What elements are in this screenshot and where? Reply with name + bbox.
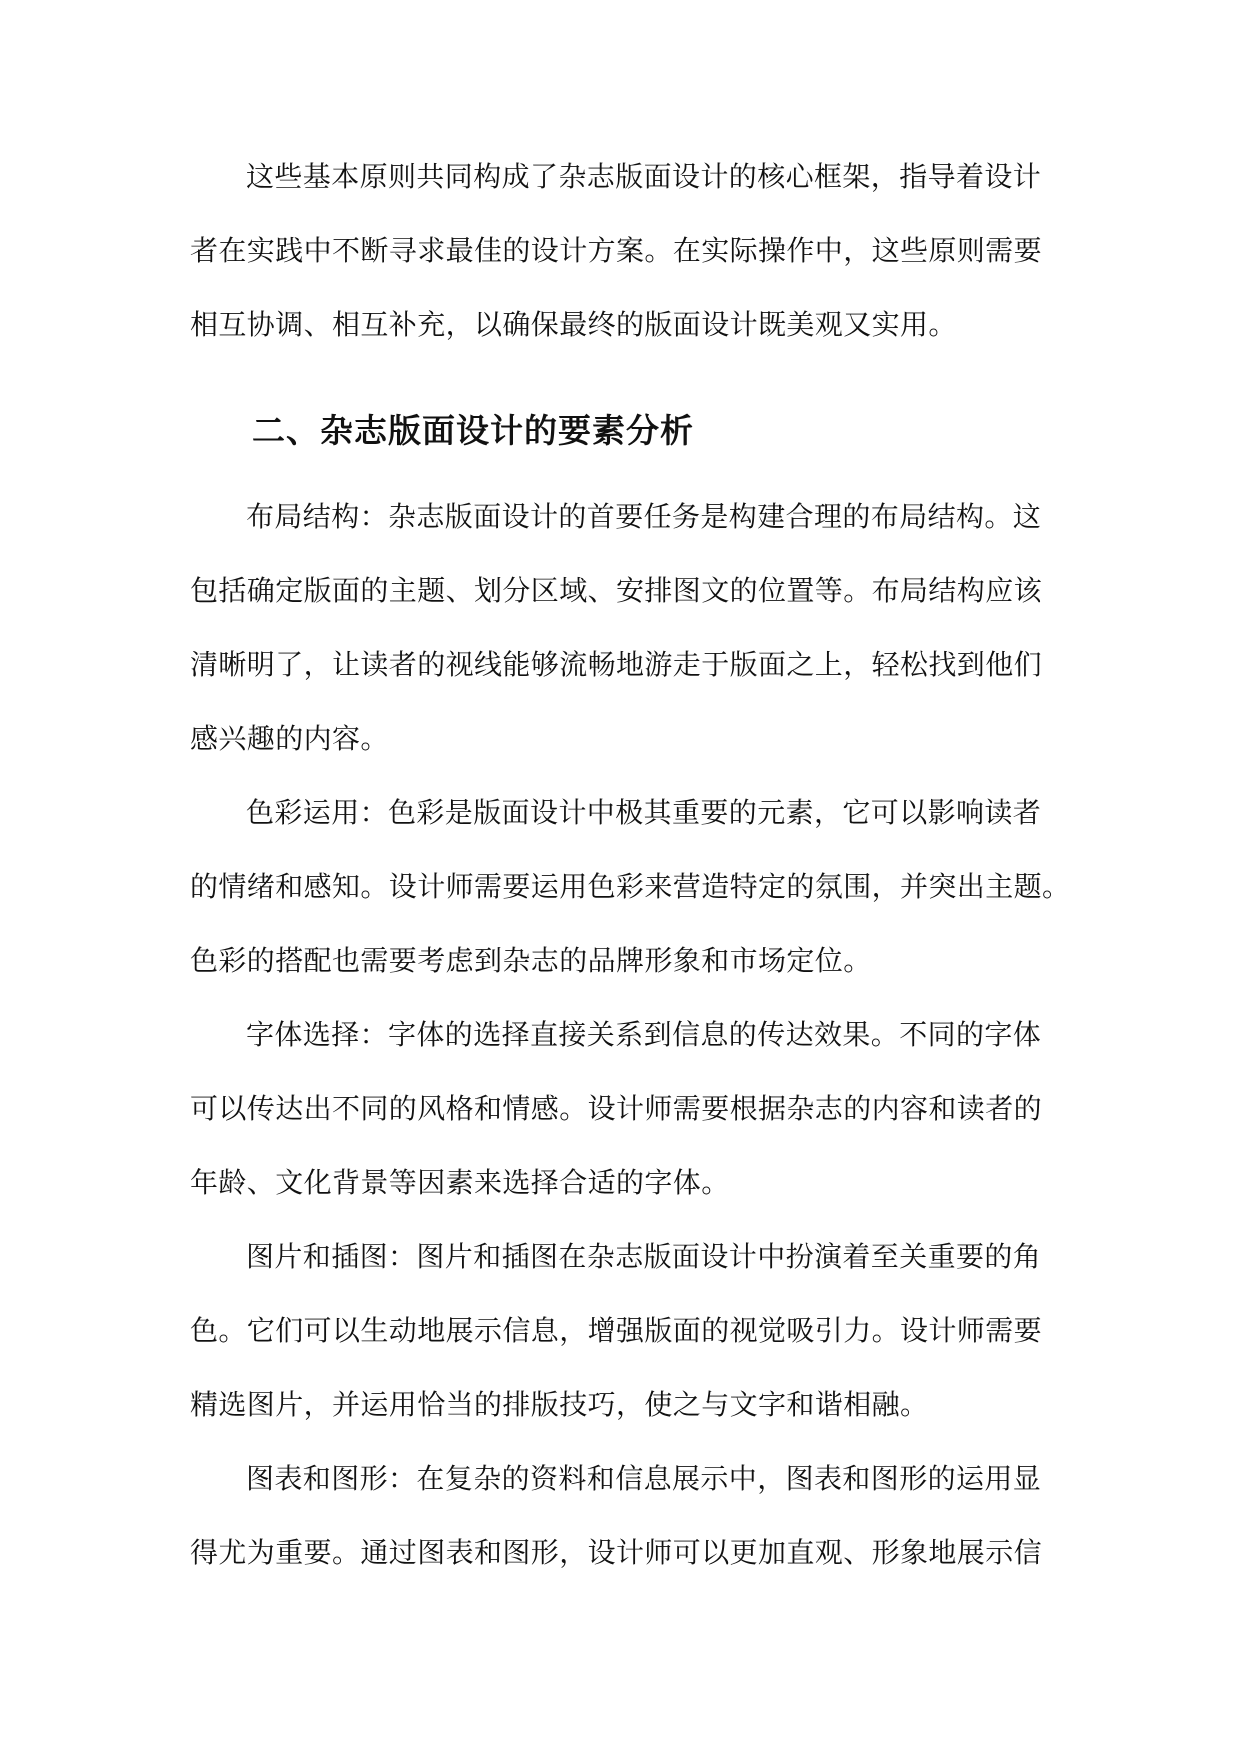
paragraph-charts-graphics <box>190 1442 1054 1590</box>
paragraph-line: 色彩的搭配也需要考虑到杂志的品牌形象和市场定位。 <box>190 944 872 977</box>
paragraph-line: 精选图片，并运用恰当的排版技巧，使之与文字和谐相融。 <box>190 1388 929 1421</box>
paragraph-font-selection <box>190 998 1054 1220</box>
section-heading: 二、杂志版面设计的要素分析 <box>252 411 694 450</box>
paragraph-line: 相互协调、相互补充，以确保最终的版面设计既美观又实用。 <box>190 308 957 341</box>
paragraph-line: 色。它们可以生动地展示信息，增强版面的视觉吸引力。设计师需要 <box>190 1314 1043 1347</box>
paragraph-line: 年龄、文化背景等因素来选择合适的字体。 <box>190 1166 730 1199</box>
paragraph-line: 的情绪和感知。设计师需要运用色彩来营造特定的氛围，并突出主题。 <box>190 870 1071 903</box>
paragraph-line: 可以传达出不同的风格和情感。设计师需要根据杂志的内容和读者的 <box>190 1092 1043 1125</box>
paragraph-line: 色彩运用：色彩是版面设计中极其重要的元素，它可以影响读者 <box>246 796 1042 829</box>
paragraph-line: 者在实践中不断寻求最佳的设计方案。在实际操作中，这些原则需要 <box>190 234 1043 267</box>
paragraph-line: 包括确定版面的主题、划分区域、安排图文的位置等。布局结构应该 <box>190 574 1043 607</box>
paragraph-line: 感兴趣的内容。 <box>190 722 389 755</box>
paragraph-line: 清晰明了，让读者的视线能够流畅地游走于版面之上，轻松找到他们 <box>190 648 1043 681</box>
paragraph-line: 得尤为重要。通过图表和图形，设计师可以更加直观、形象地展示信 <box>190 1536 1043 1569</box>
paragraph-line: 这些基本原则共同构成了杂志版面设计的核心框架，指导着设计 <box>246 160 1042 193</box>
paragraph-layout-structure <box>190 480 1054 776</box>
paragraph-color-usage <box>190 776 1071 998</box>
paragraph-line: 图片和插图：图片和插图在杂志版面设计中扮演着至关重要的角 <box>246 1240 1042 1273</box>
paragraph-principles-summary <box>190 140 1054 362</box>
paragraph-line: 图表和图形：在复杂的资料和信息展示中，图表和图形的运用显 <box>246 1462 1042 1495</box>
paragraph-line: 字体选择：字体的选择直接关系到信息的传达效果。不同的字体 <box>246 1018 1042 1051</box>
paragraph-images-illustrations <box>190 1220 1054 1442</box>
paragraph-line: 布局结构：杂志版面设计的首要任务是构建合理的布局结构。这 <box>246 500 1042 533</box>
